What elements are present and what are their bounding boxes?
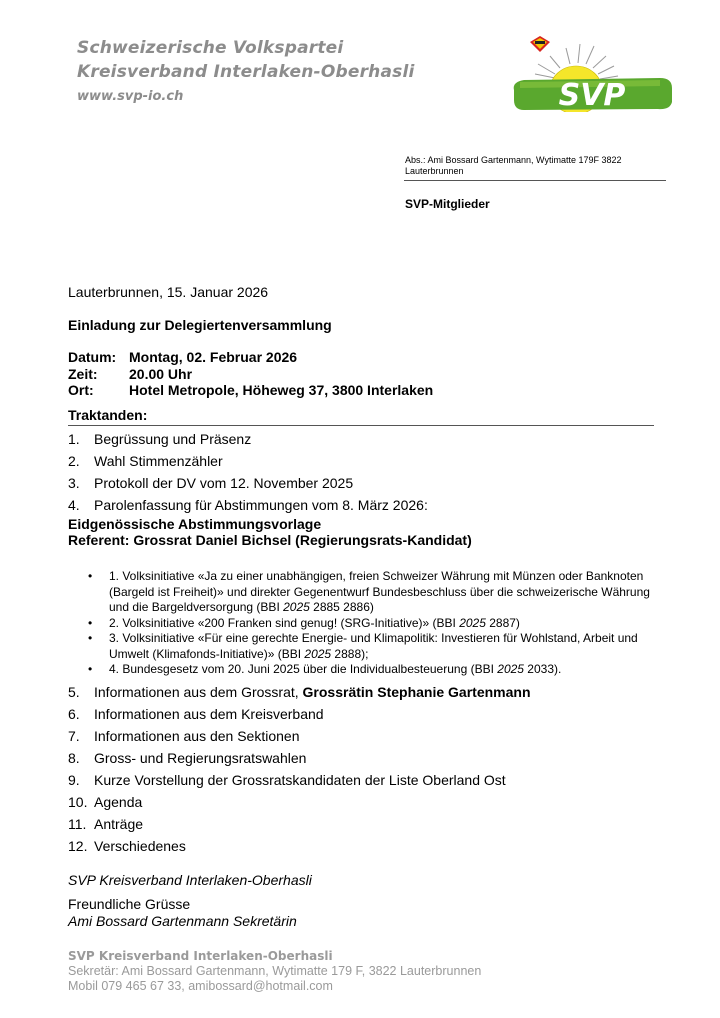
subsection-speaker: Referent: Grossrat Daniel Bichsel (Regierungsrats-Kandidat) [68,532,472,548]
vote-text: 2. Volksinitiative «200 Franken sind genug! (SRG-Initiative)» (BBI [109,615,460,630]
letterhead-party-name: Schweizerische Volkspartei [77,38,344,58]
footer-address: Sekretär: Ami Bossard Gartenmann, Wytimatte 179 F, 3822 Lauterbrunnen [68,964,482,978]
sender-line-1: Abs.: Ami Bossard Gartenmann, Wytimatte 179F 3822 [405,155,622,165]
agenda-num: 9. [68,772,80,788]
svp-logo [510,34,675,112]
footer-organization: SVP Kreisverband Interlaken-Oberhasli [68,949,333,963]
meta-value: 20.00 Uhr [129,365,193,382]
agenda-text: Verschiedenes [94,838,186,854]
traktanden-heading: Traktanden: [68,407,148,423]
meta-value: Montag, 02. Februar 2026 [129,349,298,365]
svp-sun-logo-icon [510,34,675,112]
vote-subsection [68,516,472,548]
agenda-list-second [68,681,531,857]
sender-line-2: Lauterbrunnen [405,166,464,176]
letter-title: Einladung zur Delegiertenversammlung [68,317,332,333]
logo-text: SVP [558,78,626,112]
vote-year: 2025 [497,662,524,676]
subsection-title: Eidgenössische Abstimmungsvorlage [68,516,322,532]
agenda-item [68,450,428,472]
bullet-icon: • [88,615,93,630]
vote-text: 3. Volksinitiative «Für eine gerechte Energie- und Klimapolitik: Investieren für Wohlstand, Arbeit und Umwelt (Klimafonds-Initiative)» (BBI [109,631,638,661]
meta-label: Zeit: [68,365,98,382]
agenda-num: 7. [68,728,80,744]
agenda-item [68,725,531,747]
vote-year: 2025 [283,600,310,614]
agenda-text: Wahl Stimmenzähler [94,453,223,469]
agenda-num: 12. [68,838,88,854]
meta-value: Hotel Metropole, Höheweg 37, 3800 Interlaken [129,382,434,398]
traktanden-divider [68,425,654,426]
agenda-item [68,681,531,703]
letterhead-district-name: Kreisverband Interlaken-Oberhasli [77,62,415,82]
agenda-item [68,494,428,516]
meta-label: Datum: [68,349,117,365]
agenda-text: Informationen aus den Sektionen [94,728,300,744]
agenda-speaker: Grossrätin Stephanie Gartenmann [302,684,531,700]
agenda-num: 8. [68,750,80,766]
agenda-text: Protokoll der DV vom 12. November 2025 [94,475,354,491]
footer [68,949,481,994]
agenda-item [68,769,531,791]
agenda-item [68,703,531,725]
closing-organization: SVP Kreisverband Interlaken-Oberhasli [68,872,312,888]
vote-text: 4. Bundesgesetz vom 20. Juni 2025 über die Individualbesteuerung (BBI [109,662,498,676]
closing-block [68,896,297,930]
vote-ref: 2033). [523,662,562,676]
agenda-item [68,813,531,835]
agenda-text: Begrüssung und Präsenz [94,431,252,447]
agenda-num: 3. [68,475,80,491]
footer-contact: Mobil 079 465 67 33, amibossard@hotmail.com [68,979,333,993]
agenda-text: Parolenfassung für Abstimmungen vom 8. März 2026: [94,497,428,513]
bullet-icon: • [88,569,93,583]
agenda-num: 2. [68,453,80,469]
meta-row-date [68,349,433,366]
meta-label: Ort: [68,382,94,398]
agenda-text: Agenda [94,794,143,810]
meta-row-location [68,382,433,399]
bullet-icon: • [88,662,93,676]
vote-item [88,631,658,662]
vote-list [88,569,658,678]
sender-address [405,155,665,177]
vote-ref: 2887) [485,615,520,630]
agenda-num: 5. [68,684,80,700]
agenda-num: 4. [68,497,80,513]
vote-ref: 2885 2886) [309,600,374,614]
agenda-item [68,747,531,769]
vote-item [88,662,658,678]
agenda-text: Kurze Vorstellung der Grossratskandidaten der Liste Oberland Ost [94,772,506,788]
agenda-item [68,472,428,494]
agenda-item [68,428,428,450]
agenda-text: Gross- und Regierungsratswahlen [94,750,307,766]
vote-year: 2025 [459,615,486,630]
date-line: Lauterbrunnen, 15. Januar 2026 [68,284,269,300]
bullet-icon: • [88,631,93,645]
agenda-list-first [68,428,428,516]
agenda-item [68,791,531,813]
vote-ref: 2888); [331,646,369,661]
agenda-text: Anträge [94,816,144,832]
agenda-text: Informationen aus dem Grossrat, [94,684,303,700]
letterhead-website: www.svp-io.ch [77,89,184,104]
vote-year: 2025 [304,646,332,661]
agenda-item [68,835,531,857]
vote-item [88,569,658,616]
agenda-text: Informationen aus dem Kreisverband [94,706,324,722]
agenda-num: 1. [68,431,80,447]
greeting: Freundliche Grüsse [68,896,191,912]
vote-text: 1. Volksinitiative «Ja zu einer unabhängigen, freien Schweizer Währung mit Münzen oder Banknoten (Bargeld ist Freiheit)» und direkter Gegenentwurf Bundesbeschluss über die schweizerische Währung und die Bargeldversorgung (BBI [109,569,650,614]
recipient: SVP-Mitglieder [405,197,490,211]
agenda-num: 10. [68,794,88,810]
meeting-details [68,349,433,399]
vote-item [88,616,658,632]
agenda-num: 11. [68,816,87,832]
sender-divider [404,180,666,181]
meta-row-time [68,366,433,383]
signature: Ami Bossard Gartenmann Sekretärin [68,913,297,929]
agenda-num: 6. [68,706,80,722]
